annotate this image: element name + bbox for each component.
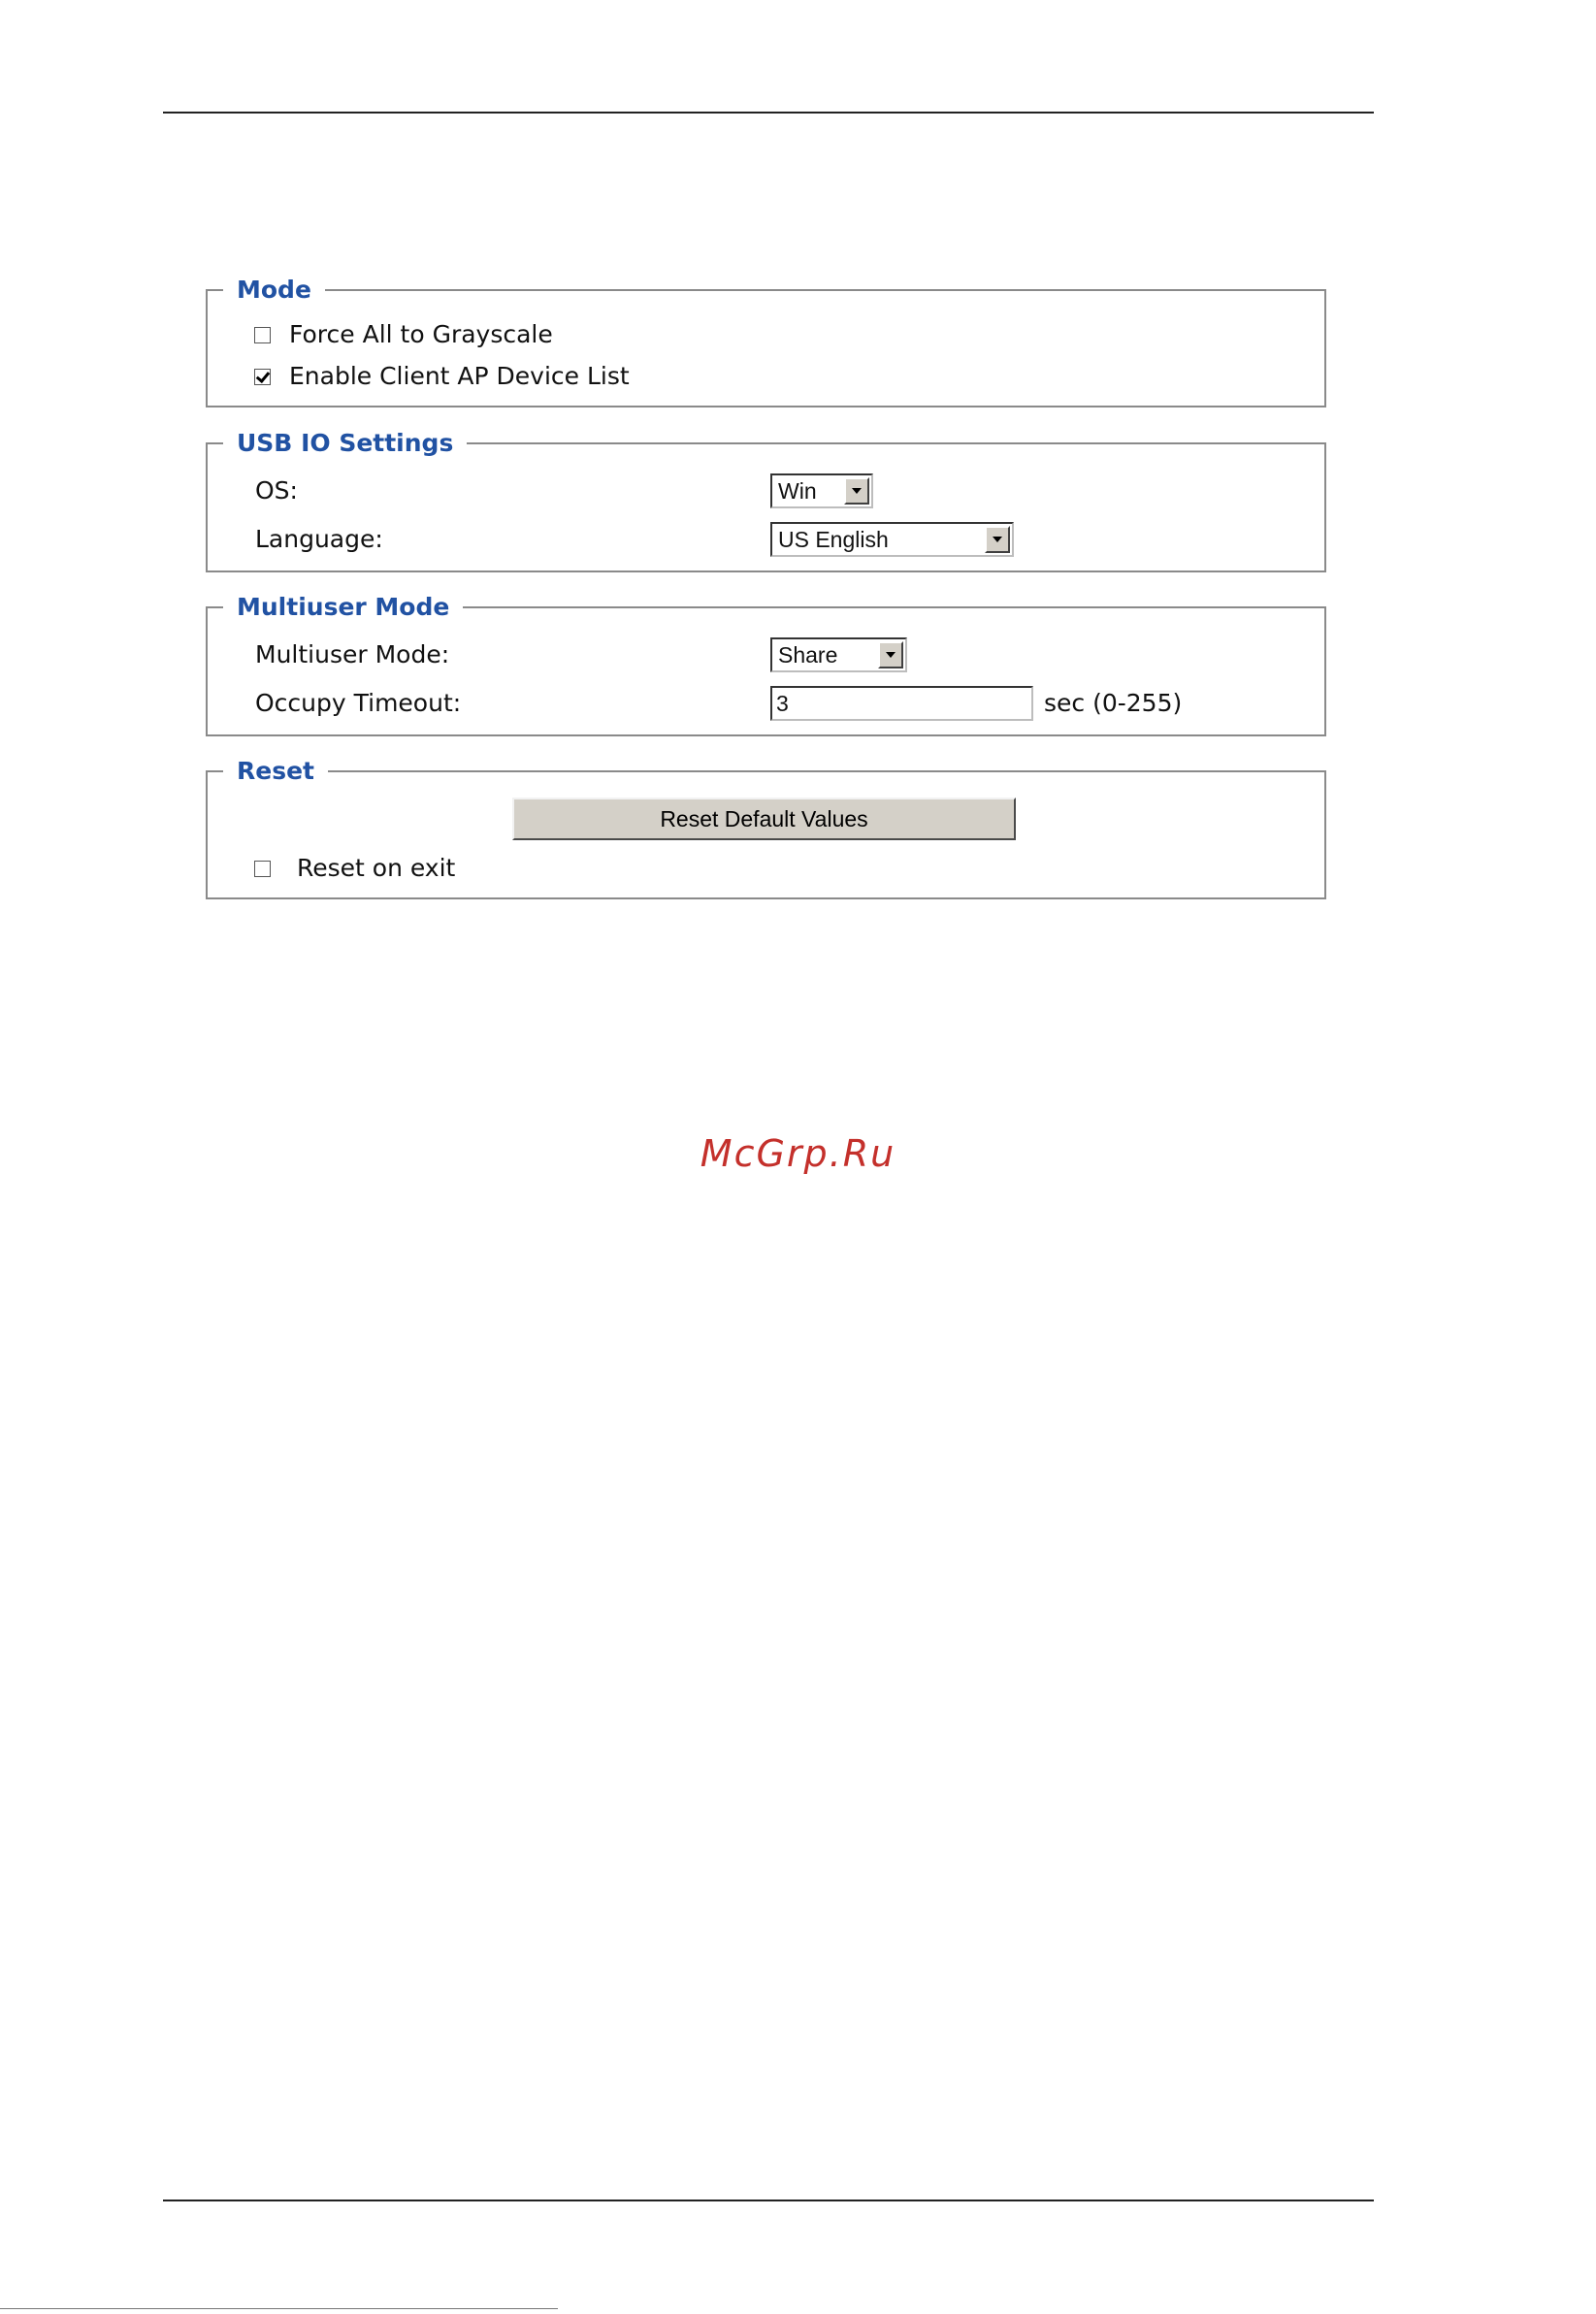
multiuser-group <box>206 593 1326 736</box>
reset-on-exit-checkbox[interactable] <box>254 861 271 877</box>
os-label: OS: <box>255 476 298 505</box>
language-label: Language: <box>255 525 383 553</box>
force-grayscale-checkbox[interactable] <box>254 327 271 343</box>
reset-on-exit-label: Reset on exit <box>297 854 456 882</box>
os-select-value: Win <box>778 477 817 504</box>
chevron-down-icon[interactable] <box>844 477 869 505</box>
reset-legend: Reset <box>237 757 314 785</box>
language-select[interactable] <box>770 522 1014 557</box>
language-select-value: US English <box>778 526 889 552</box>
enable-client-ap-label: Enable Client AP Device List <box>289 362 630 390</box>
header-rule <box>163 112 1374 114</box>
chevron-down-icon[interactable] <box>985 526 1010 553</box>
force-grayscale-row[interactable] <box>254 320 553 349</box>
mode-group <box>206 276 1326 407</box>
mode-legend: Mode <box>237 276 311 304</box>
multiuser-mode-label: Multiuser Mode: <box>255 640 450 668</box>
multiuser-mode-select[interactable] <box>770 637 907 672</box>
occupy-timeout-input[interactable]: 3 <box>770 686 1033 721</box>
reset-group <box>206 757 1326 899</box>
reset-default-values-button[interactable]: Reset Default Values <box>512 798 1016 840</box>
watermark: McGrp.Ru <box>700 1132 896 1175</box>
usb-io-legend: USB IO Settings <box>237 429 454 457</box>
multiuser-legend: Multiuser Mode <box>237 593 450 621</box>
occupy-timeout-label: Occupy Timeout: <box>255 689 462 717</box>
footer-rule <box>163 2200 1374 2201</box>
usb-io-group <box>206 429 1326 572</box>
reset-on-exit-row[interactable] <box>254 854 455 883</box>
os-select[interactable] <box>770 473 873 508</box>
page-edge-rule <box>0 2308 558 2309</box>
force-grayscale-label: Force All to Grayscale <box>289 320 553 348</box>
occupy-timeout-suffix: sec (0-255) <box>1044 689 1183 717</box>
enable-client-ap-row[interactable] <box>254 362 630 391</box>
enable-client-ap-checkbox[interactable] <box>254 369 271 385</box>
multiuser-mode-select-value: Share <box>778 641 838 668</box>
chevron-down-icon[interactable] <box>878 641 903 668</box>
